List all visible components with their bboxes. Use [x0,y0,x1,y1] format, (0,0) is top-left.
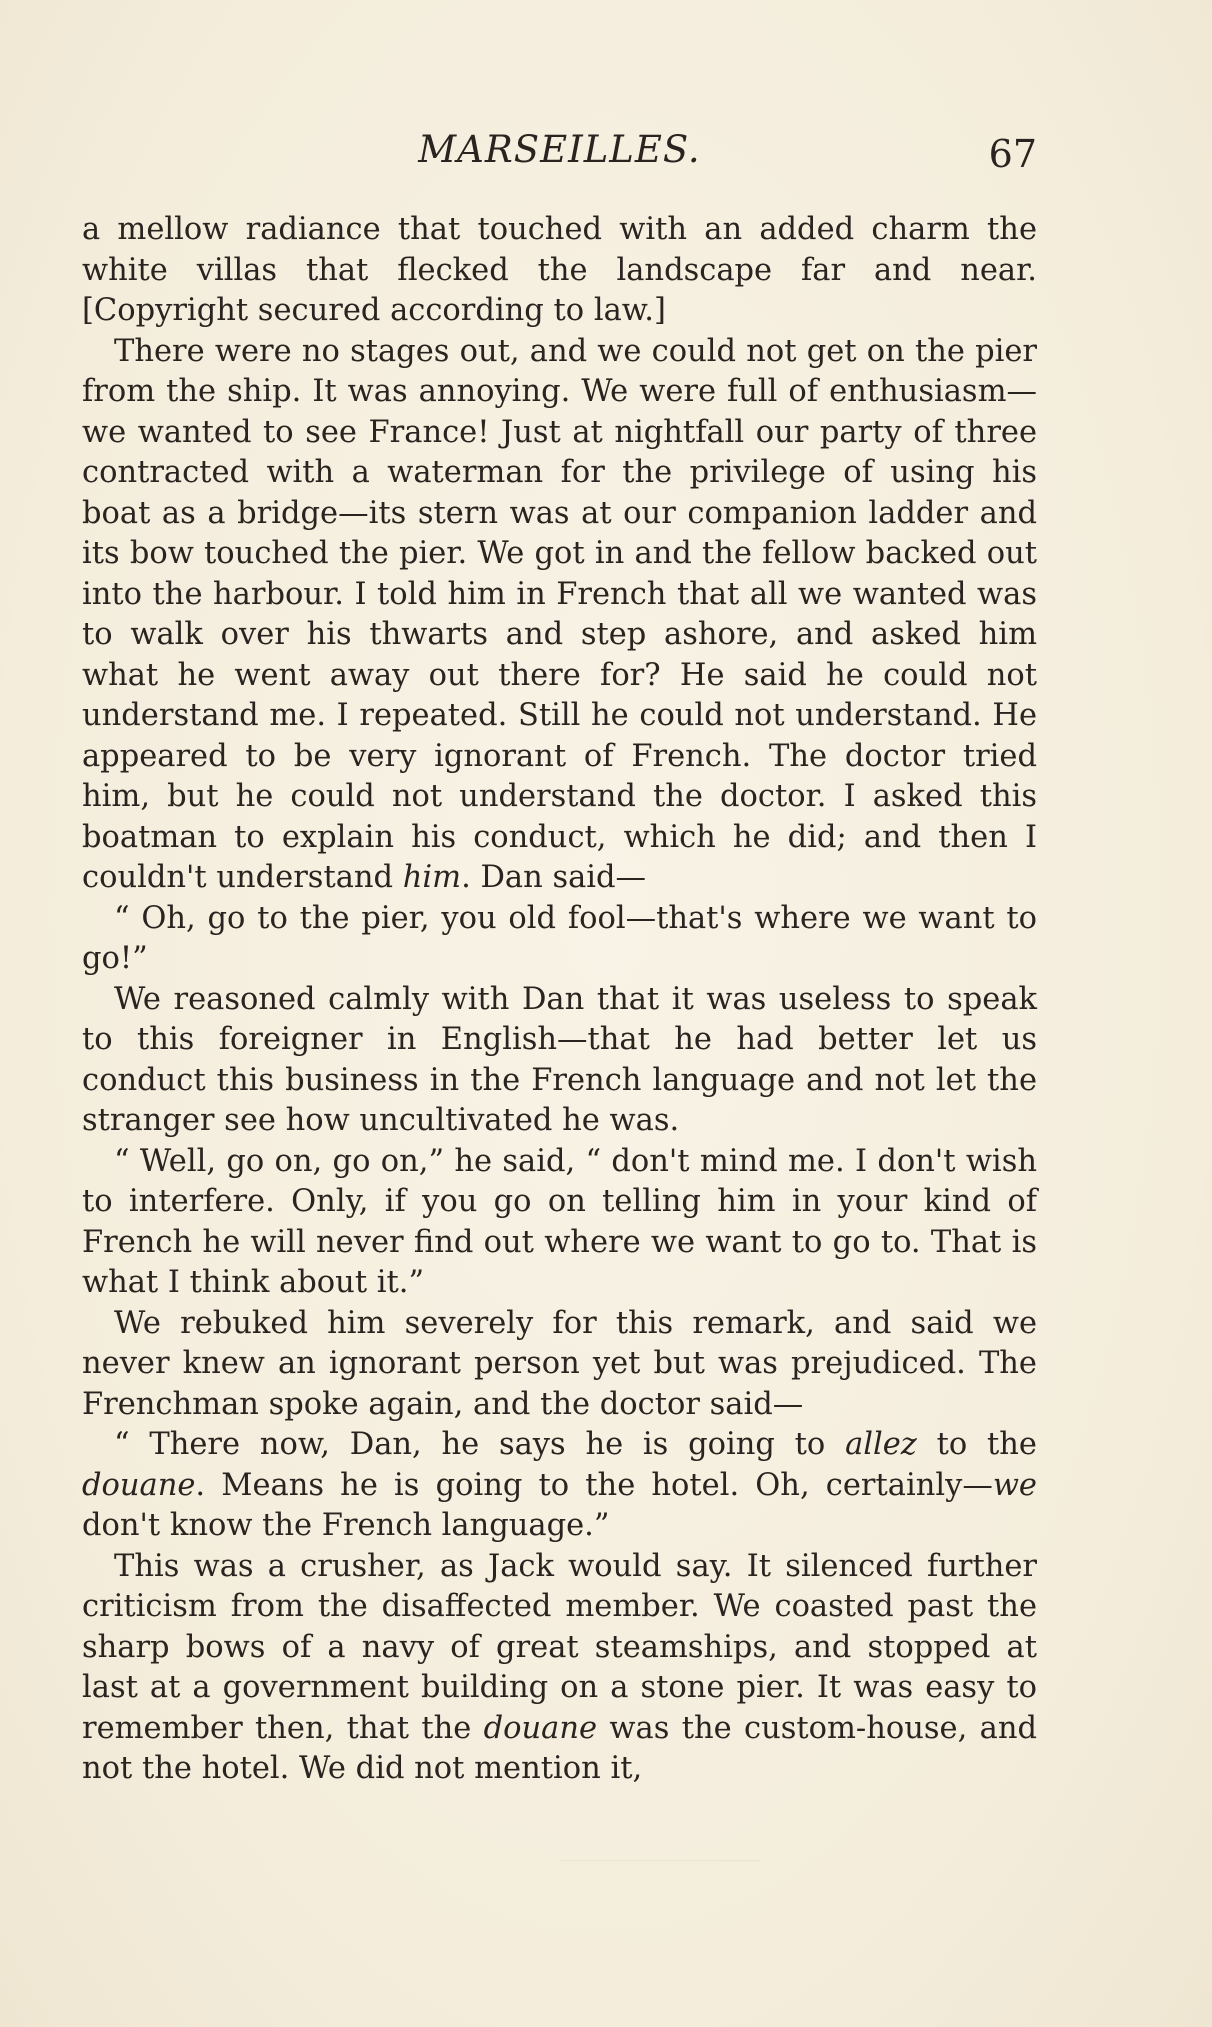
text-segment: “ Oh, go to the pier, you old fool—that's where we want to go!” [82,900,1037,976]
paragraph-reasoned [82,980,1037,1142]
paragraph-doctor-quote [82,1425,1037,1547]
paragraph-dan-quote [82,899,1037,980]
faint-rule [560,1860,760,1861]
page-header [82,128,1037,184]
paragraph-continuation [82,210,1037,332]
text-segment: There were no stages out, and we could not get on the pier from the ship. It was annoying. We were full of enthusiasm—we wanted to see France! Just at nightfall our party of three contracted with a waterman for the privilege of using his boat as a bridge—its stern was at our companion ladder and its bow touched the pier. We got in and the fellow backed out into the harbour. I told him in French that all we wanted was to walk over his thwarts and step ashore, and asked him what he went away out there for? He said he could not understand me. I repeated. Still he could not understand. He appeared to be very ignorant of French. The doctor tried him, but he could not understand the doctor. I asked this boatman to explain his conduct, which he did; and then I couldn't understand [82,333,1037,895]
text-segment: was the custom-house, and not the hotel. We did not mention it, [82,1710,1037,1786]
text-segment: . Means he is going to the hotel. Oh, certainly— [195,1467,993,1503]
text-segment: We reasoned calmly with Dan that it was useless to speak to this foreigner in English—that he had better let us conduct this business in the French language and not let the stranger see how uncultivated he was. [82,981,1037,1138]
text-segment: This was a crusher, as Jack would say. It silenced further criticism from the disaffected member. We coasted past the sharp bows of a navy of great steamships, and stopped at last at a government building on a stone pier. It was easy to remember then, that the [82,1548,1037,1746]
italic-text: him [402,860,462,895]
running-head: MARSEILLES. [418,128,701,171]
text-segment: . Dan said— [461,860,647,895]
text-segment: “ There now, Dan, he says he is going to [114,1427,846,1462]
paragraph-rebuke [82,1304,1037,1426]
text-segment: to the [916,1427,1037,1462]
text-segment: “ Well, go on, go on,” he said, “ don't mind me. I don't wish to interfere. Only, if you go on telling him in your kind of French he will never find out where we want to go to. That is what I think about it.” [82,1143,1037,1300]
italic-text: we [992,1467,1037,1503]
page-number: 67 [988,132,1037,176]
text-segment: don't know the French language.” [82,1508,610,1543]
paragraph-crusher [82,1547,1037,1790]
italic-text: douane [82,1467,196,1503]
body-text [82,210,1037,1790]
italic-text: douane [483,1710,598,1746]
text-segment: a mellow radiance that touched with an added charm the white villas that flecked the landscape far and near. [Copyright secured according to law.] [82,212,1037,328]
paragraph-dan-reply [82,1142,1037,1304]
paragraph-waterman [82,332,1037,899]
italic-text: allez [845,1427,917,1462]
text-segment: We rebuked him severely for this remark, and said we never knew an ignorant person yet but was prejudiced. The Frenchman spoke again, and the doctor said— [82,1305,1037,1422]
